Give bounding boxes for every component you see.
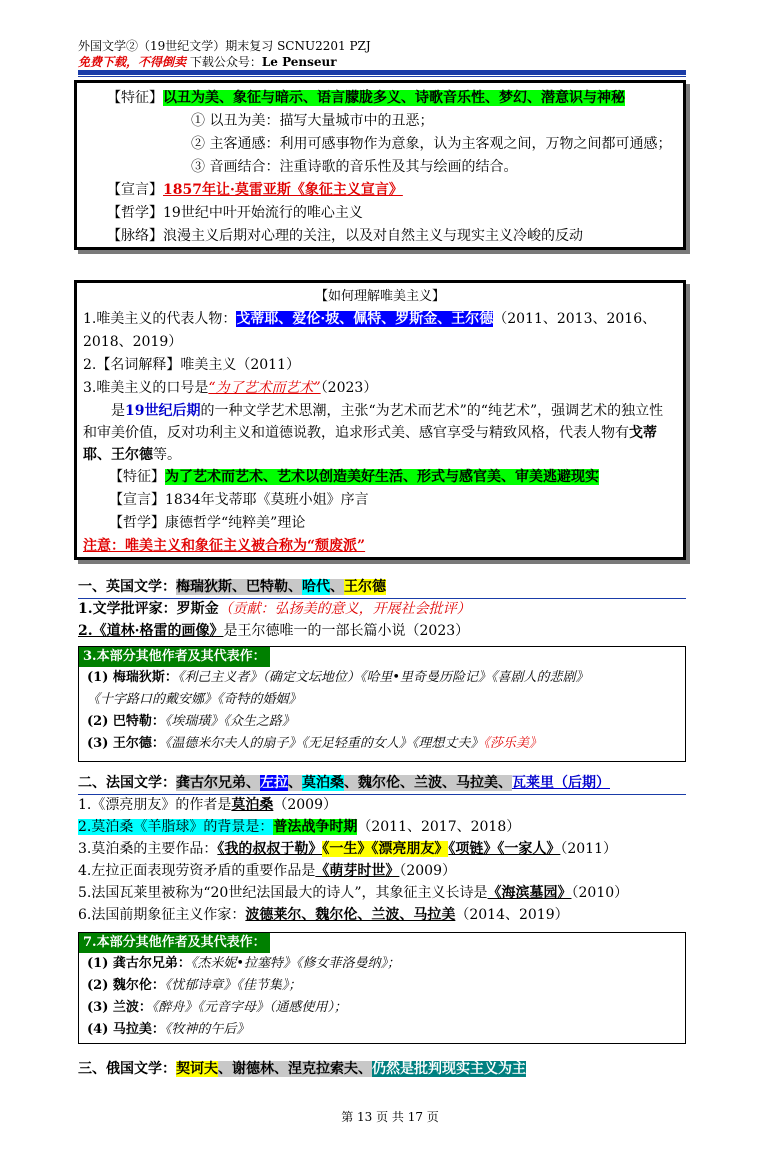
england-heading: 一、英国文学：梅瑞狄斯、巴特勒、哈代、王尔德 [78,579,386,595]
q1-row: 1.唯美主义的代表人物：戈蒂耶、爱伦·坡、佩特、罗斯金、王尔德（2011、2013、2016、 [83,311,657,327]
france-line-4: 4.左拉正面表现劳资矛盾的重要作品是《萌芽时世》（2009） [78,863,456,879]
feature-row-2: 【特征】为了艺术而艺术、艺术以创造美好生活、形式与感官美、审美逃避现实 [109,469,599,485]
france-author-1: (1) 龚古尔兄弟：《杰米妮•拉塞特》《修女菲洛曼纳》； [87,956,401,971]
definition-paragraph: 是19世纪后期的一种文学艺术思潮，主张“为艺术而艺术”的“纯艺术”，强调艺术的独立性和审美价值，反对功利主义和道德说教，追求形式美、感官享受与精致风格，代表人物有戈蒂耶、王尔德等。 [83,403,664,463]
page-header [78,38,688,70]
france-author-4: (4) 马拉美：《牧神的午后》 [87,1022,250,1037]
page-footer: 第 13 页 共 17 页 [341,1110,439,1124]
philosophy-row-2: 【哲学】康德哲学“纯粹美”理论 [109,515,306,531]
header-divider [78,70,686,75]
header-subtitle: 免费下载，不得倒卖 下载公众号：Le Penseur [78,55,337,69]
q2-row: 2.【名词解释】唯美主义（2011） [83,357,300,373]
manifesto-row-2: 【宣言】1834年戈蒂耶《莫班小姐》序言 [109,492,369,508]
france-line-6: 6.法国前期象征主义作家：波德莱尔、魏尔伦、兰波、马拉美（2014、2019） [78,907,569,923]
q3-row: 3.唯美主义的口号是“为了艺术而艺术”（2023） [83,380,378,396]
russia-section [78,1058,688,1080]
france-line-3: 3.莫泊桑的主要作品：《我的叔叔于勒》《一生》《漂亮朋友》《项链》《一家人》（2011） [78,841,617,857]
england-underline [78,598,686,599]
france-box-title: 7.本部分其他作者及其代表作： [79,933,270,953]
england-author-3: (3) 王尔德：《温德米尔夫人的扇子》《无足轻重的女人》《理想丈夫》《莎乐美》 [87,736,542,751]
france-underline [78,794,686,795]
france-line-1: 1.《漂亮朋友》的作者是莫泊桑（2009） [78,797,337,813]
england-author-1-more: 《十字路口的戴安娜》《奇特的婚姻》 [87,692,302,707]
france-heading: 二、法国文学：龚古尔兄弟、左拉、莫泊桑、魏尔伦、兰波、马拉美、瓦莱里（后期） [78,775,610,791]
england-author-1: (1) 梅瑞狄斯：《利己主义者》（确定文坛地位）《哈里•里奇曼历险记》《喜剧人的悲剧》 [87,670,589,685]
philosophy-row: 【哲学】19世纪中叶开始流行的唯心主义 [107,205,363,221]
feature-item-1: ① 以丑为美：描写大量城市中的丑恶； [191,113,434,129]
england-authors-box [78,646,686,762]
france-author-3: (3) 兰波：《醉舟》《元音字母》（通感使用）； [87,1000,347,1015]
feature-item-3: ③ 音画结合：注重诗歌的音乐性及其与绘画的结合。 [191,159,518,175]
russia-heading: 三、俄国文学：契诃夫、谢德林、涅克拉索夫、仍然是批判现实主义为主 [78,1061,526,1077]
england-line-1: 1.文学批评家：罗斯金（贡献：弘扬美的意义，开展社会批评） [78,601,471,617]
england-author-2: (2) 巴特勒：《埃瑞璜》《众生之路》 [87,714,295,729]
aestheticism-box [74,280,686,560]
england-section [78,576,688,642]
france-section [78,772,688,926]
france-line-5: 5.法国瓦莱里被称为“20世纪法国最大的诗人”，其象征主义长诗是《海滨墓园》（2010） [78,885,629,901]
box-title: 【如何理解唯美主义】 [314,289,445,304]
manifesto-row: 【宣言】1857年让·莫雷亚斯《象征主义宣言》 [107,182,403,198]
symbolism-box [74,80,686,250]
feature-item-2: ② 主客通感：利用可感事物作为意象，认为主客观之间，万物之间都可通感； [191,136,672,152]
header-title: 外国文学②（19世纪文学）期末复习 SCNU2201 PZJ [78,39,371,53]
england-line-2: 2.《道林·格雷的画像》是王尔德唯一的一部长篇小说（2023） [78,623,470,639]
france-authors-box [78,932,686,1044]
note-row: 注意：唯美主义和象征主义被合称为“颓废派” [83,538,366,554]
france-author-2: (2) 魏尔伦：《忧郁诗章》《佳节集》； [87,978,302,993]
feature-row: 【特征】以丑为美、象征与暗示、语言朦胧多义、诗歌音乐性、梦幻、潜意识与神秘 [107,90,625,106]
france-line-2: 2.莫泊桑《羊脂球》的背景是：普法战争时期（2011、2017、2018） [78,819,521,835]
context-row: 【脉络】浪漫主义后期对心理的关注，以及对自然主义与现实主义冷峻的反动 [107,228,583,244]
england-box-title: 3.本部分其他作者及其代表作： [79,647,270,667]
header-divider-thin [78,76,686,77]
q1-years-row: 2018、2019） [83,334,183,350]
